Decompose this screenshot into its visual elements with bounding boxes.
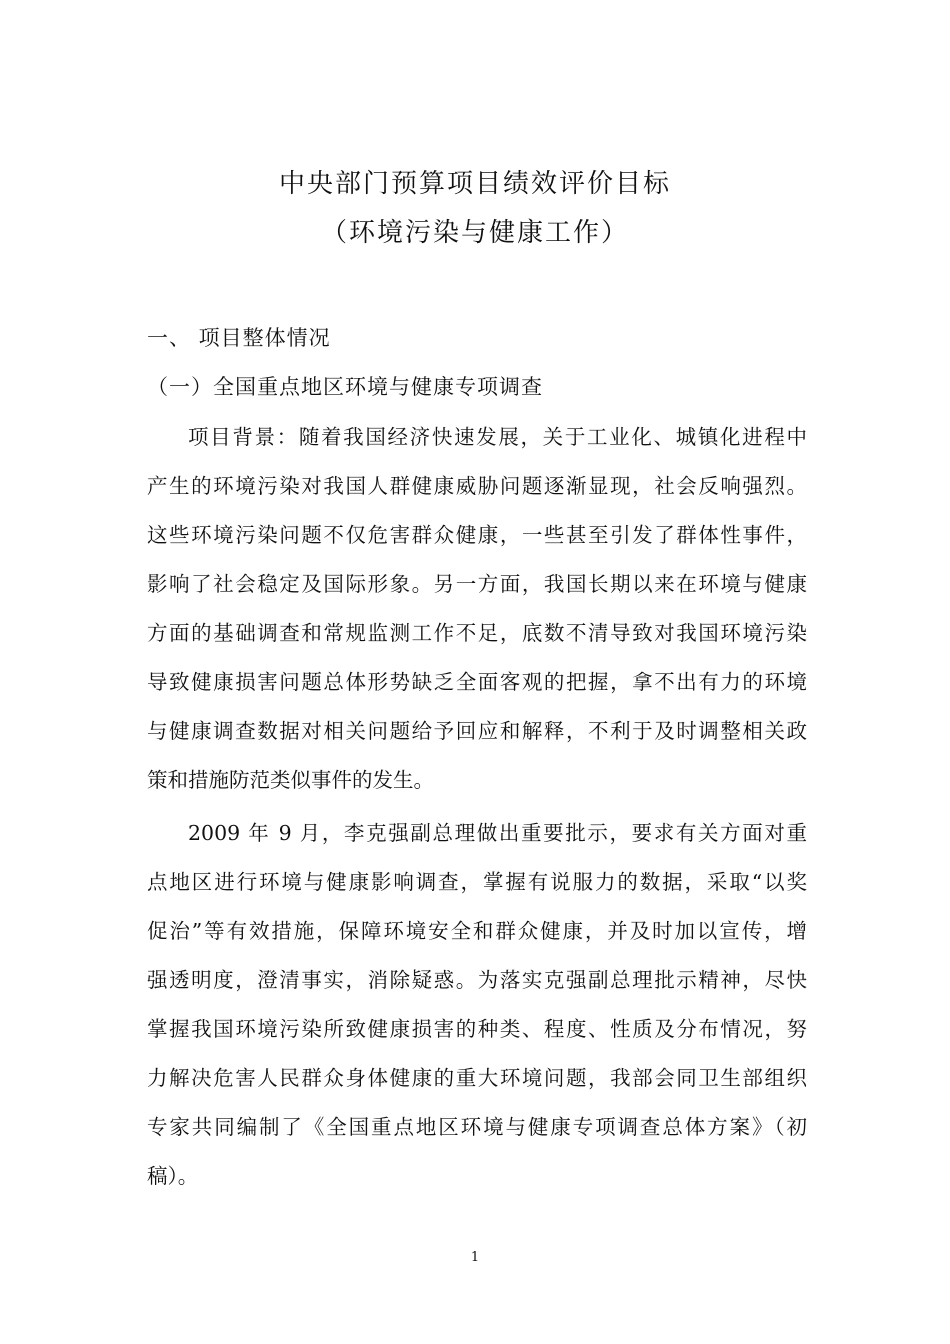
paragraph-2-line: 稿）。	[147, 1164, 199, 1188]
paragraph-2-line: 2009 年 9 月，李克强副总理做出重要批示，要求有关方面对重	[188, 821, 807, 845]
document-subtitle: （环境污染与健康工作）	[320, 218, 629, 248]
paragraph-1-line: 方面的基础调查和常规监测工作不足，底数不清导致对我国环境污染	[147, 621, 807, 645]
paragraph-1-line: 与健康调查数据对相关问题给予回应和解释，不利于及时调整相关政	[147, 719, 807, 743]
paragraph-1-line: 这些环境污染问题不仅危害群众健康，一些甚至引发了群体性事件，	[147, 523, 807, 547]
paragraph-2-line: 点地区进行环境与健康影响调查，掌握有说服力的数据，采取“以奖	[147, 870, 807, 894]
paragraph-1-line: 策和措施防范类似事件的发生。	[147, 768, 434, 792]
paragraph-2-line: 力解决危害人民群众身体健康的重大环境问题，我部会同卫生部组织	[147, 1066, 807, 1090]
paragraph-2-line: 掌握我国环境污染所致健康损害的种类、程度、性质及分布情况，努	[147, 1017, 807, 1041]
paragraph-2-line: 强透明度，澄清事实，消除疑惑。为落实克强副总理批示精神，尽快	[147, 968, 807, 992]
section-heading: 一、 项目整体情况	[147, 326, 331, 350]
page-number: 1	[470, 1250, 480, 1265]
paragraph-1-line: 影响了社会稳定及国际形象。另一方面，我国长期以来在环境与健康	[147, 572, 807, 596]
paragraph-2-line: 促治”等有效措施，保障环境安全和群众健康，并及时加以宣传，增	[147, 919, 807, 943]
document-title: 中央部门预算项目绩效评价目标	[278, 169, 671, 199]
paragraph-1-line: 导致健康损害问题总体形势缺乏全面客观的把握，拿不出有力的环境	[147, 670, 807, 694]
subsection-heading: （一）全国重点地区环境与健康专项调查	[147, 375, 543, 399]
paragraph-1-line: 项目背景：随着我国经济快速发展，关于工业化、城镇化进程中	[188, 425, 807, 449]
paragraph-2-line: 专家共同编制了《全国重点地区环境与健康专项调查总体方案》（初	[147, 1115, 807, 1139]
paragraph-1-line: 产生的环境污染对我国人群健康威胁问题逐渐显现，社会反响强烈。	[147, 474, 807, 498]
